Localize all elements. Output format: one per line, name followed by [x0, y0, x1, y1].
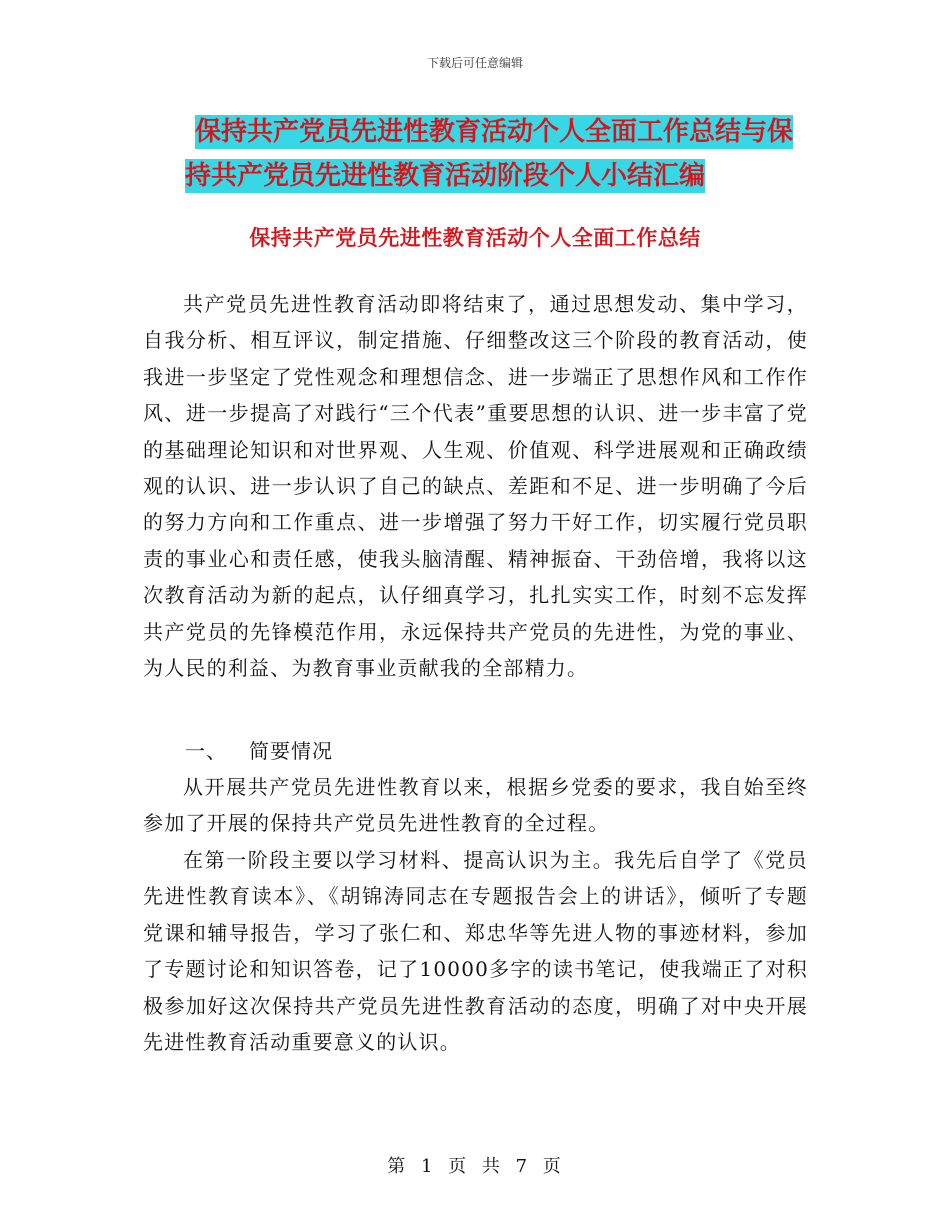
heading-number: 一、: [185, 739, 227, 763]
paragraph-participation: 从开展共产党员先进性教育以来，根据乡党委的要求，我自始至终参加了开展的保持共产党员先进性教育的全过程。: [143, 775, 808, 836]
document-title-line-2: 持共产党员先进性教育活动阶段个人小结汇编: [185, 161, 706, 191]
heading-text: 简要情况: [249, 739, 333, 763]
page-footer: 第 1 页 共 7 页: [387, 1156, 563, 1177]
document-title-line-1: 保持共产党员先进性教育活动个人全面工作总结与保: [195, 117, 794, 147]
paragraph-first-stage: 在第一阶段主要以学习材料、提高认识为主。我先后自学了《党员先进性教育读本》、《胡锦涛同志在专题报告会上的讲话》，倾听了专题党课和辅导报告，学习了张仁和、郑忠华等先进人物的事迹材料，参加了专题讨论和知识答卷，记了10000多字的读书笔记，使我端正了对积极参加好这次保持共产党员先进性教育活动的态度，明确了对中央开展先进性教育活动重要意义的认识。: [143, 848, 808, 1055]
header-note: 下载后可任意编辑: [426, 56, 523, 70]
heading-brief-situation: [185, 733, 333, 769]
document-title: [185, 110, 810, 198]
section-title: 保持共产党员先进性教育活动个人全面工作总结: [249, 225, 701, 250]
paragraph-intro: 共产党员先进性教育活动即将结束了，通过思想发动、集中学习，自我分析、相互评议，制定措施、仔细整改这三个阶段的教育活动，使我进一步坚定了党性观念和理想信念、进一步端正了思想作风和工作作风、进一步提高了对践行“三个代表”重要思想的认识、进一步丰富了党的基础理论知识和对世界观、人生观、价值观、科学进展观和正确政绩观的认识、进一步认识了自己的缺点、差距和不足、进一步明确了今后的努力方向和工作重点、进一步增强了努力干好工作，切实履行党员职责的事业心和责任感，使我头脑清醒、精神振奋、干劲倍增，我将以这次教育活动为新的起点，认仔细真学习，扎扎实实工作，时刻不忘发挥共产党员的先锋模范作用，永远保持共产党员的先进性，为党的事业、为人民的利益、为教育事业贡献我的全部精力。: [143, 292, 808, 681]
